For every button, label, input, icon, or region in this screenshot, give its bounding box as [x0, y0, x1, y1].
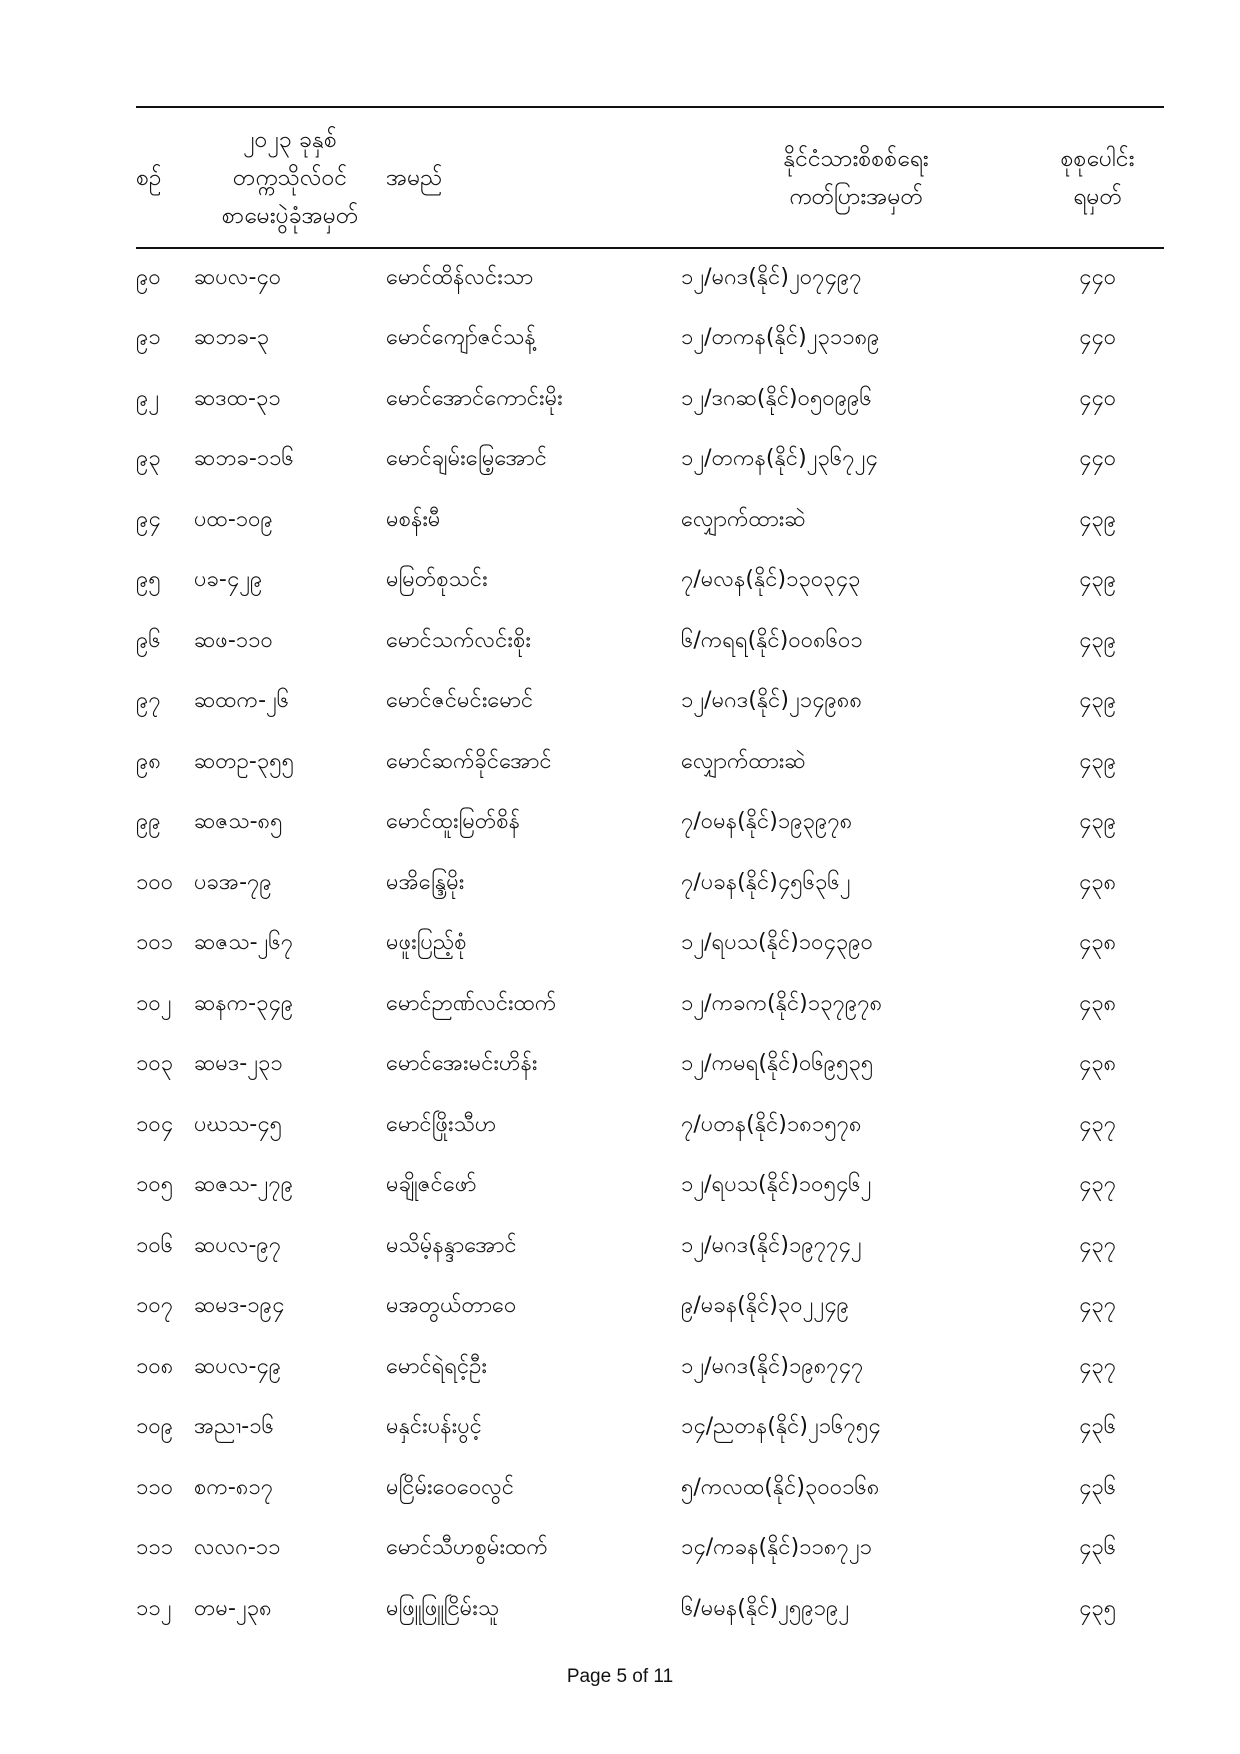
total-marks-cell: ၄၃၉: [1078, 506, 1117, 532]
serial-no-cell: ၁၁၁: [136, 1535, 174, 1561]
table-row: [136, 490, 1164, 551]
total-marks-cell: ၄၃၉: [1078, 567, 1117, 593]
header-name: အမည်: [386, 107, 681, 248]
nrc-cell: ၁၂/ကခက(နိုင်)၁၃၇၉၇၈: [681, 990, 883, 1016]
name-cell: မချိုဇင်ဖော်: [386, 1172, 477, 1198]
table-row: [136, 1579, 1164, 1640]
nrc-cell: ၉/မခန(နိုင်)၃၀၂၂၄၉: [681, 1293, 849, 1319]
table-row: [136, 551, 1164, 612]
total-marks-cell: ၄၃၇: [1078, 1111, 1117, 1137]
header-total-marks: [1031, 107, 1164, 248]
serial-no-cell: ၉၉: [136, 809, 161, 835]
total-marks-cell: ၄၄၀: [1078, 385, 1117, 411]
table-row: [136, 732, 1164, 793]
table-row: [136, 1216, 1164, 1277]
roll-number-cell: ဆဇသ-၈၅: [194, 809, 283, 835]
serial-no-cell: ၉၂: [136, 385, 160, 411]
table-row: [136, 611, 1164, 672]
nrc-cell: ၇/ဝမန(နိုင်)၁၉၃၉၇၈: [681, 809, 853, 835]
total-marks-cell: ၄၄၀: [1078, 446, 1117, 472]
serial-no-cell: ၁၀၁: [136, 930, 174, 956]
roll-number-cell: စက-၈၁၇: [194, 1474, 274, 1500]
total-marks-cell: ၄၃၆: [1078, 1414, 1117, 1440]
total-marks-cell: ၄၃၉: [1078, 748, 1117, 774]
table-body: [136, 248, 1164, 1640]
table-row: [136, 1095, 1164, 1156]
table-row: [136, 672, 1164, 733]
name-cell: မောင်အောင်ကောင်းမိုး: [386, 385, 563, 411]
name-cell: မောင်ထူးမြတ်စိန်: [386, 809, 521, 835]
nrc-cell: ၁၂/မဂဒ(နိုင်)၂၀၇၄၉၇: [681, 265, 862, 291]
name-cell: မစန်းမီ: [386, 506, 441, 532]
roll-number-cell: ဆတဥ-၃၅၅: [194, 748, 294, 774]
serial-no-cell: ၁၀၈: [136, 1353, 174, 1379]
nrc-cell: ၁၂/ရပသ(နိုင်)၁၀၄၃၉၀: [681, 930, 874, 956]
name-cell: မအတွယ်တာဝေ: [386, 1293, 517, 1319]
serial-no-cell: ၉၄: [136, 506, 161, 532]
table-row: [136, 1156, 1164, 1217]
serial-no-cell: ၁၀၅: [136, 1172, 174, 1198]
roll-number-cell: ပခ-၄၂၉: [194, 567, 263, 593]
name-cell: မမြတ်စုသင်း: [386, 567, 488, 593]
nrc-cell: ၁၂/မဂဒ(နိုင်)၁၉၇၇၄၂: [681, 1232, 862, 1258]
serial-no-cell: ၉၈: [136, 748, 161, 774]
serial-no-cell: ၉၃: [136, 446, 161, 472]
total-marks-cell: ၄၄၀: [1078, 325, 1117, 351]
table-row: [136, 974, 1164, 1035]
nrc-cell: ၁၂/တကန(နိုင်)၂၃၆၇၂၄: [681, 446, 878, 472]
name-cell: မောင်ဉာဏ်လင်းထက်: [386, 990, 557, 1016]
roll-number-cell: တမ-၂၃၈: [194, 1595, 272, 1621]
roll-number-cell: အညၢ-၁၆: [194, 1414, 274, 1440]
header-nrc: [681, 107, 1031, 248]
total-marks-cell: ၄၃၇: [1078, 1353, 1117, 1379]
nrc-cell: ၆/မမန(နိုင်)၂၅၉၁၉၂: [681, 1595, 850, 1621]
table-row: [136, 1398, 1164, 1459]
table-row: [136, 1519, 1164, 1580]
nrc-cell: ၁၂/မဂဒ(နိုင်)၁၉၈၇၄၇: [681, 1353, 864, 1379]
nrc-cell: ၁၂/မဂဒ(နိုင်)၂၁၄၉၈၈: [681, 688, 863, 714]
roll-number-cell: ဆဒထ-၃၁: [194, 385, 281, 411]
total-marks-cell: ၄၃၇: [1078, 1232, 1117, 1258]
table-row: [136, 793, 1164, 854]
roll-number-cell: ပဃသ-၄၅: [194, 1111, 282, 1137]
table-row: [136, 1035, 1164, 1096]
nrc-cell: ၆/ကရရ(နိုင်)၀၀၈၆၀၁: [681, 627, 863, 653]
serial-no-cell: ၁၀၆: [136, 1232, 174, 1258]
header-roll-number: [194, 107, 386, 248]
roll-number-cell: ဆပလ-၉၇: [194, 1232, 282, 1258]
roll-number-cell: ဆမဒ-၂၃၁: [194, 1051, 283, 1077]
roll-number-cell: ဆဇသ-၂၇၉: [194, 1172, 294, 1198]
serial-no-cell: ၁၀၃: [136, 1051, 174, 1077]
nrc-cell: လျှောက်ထားဆဲ: [681, 748, 806, 774]
roll-number-cell: ဆဘခ-၃: [194, 325, 270, 351]
nrc-cell: ၁၂/ကမရ(နိုင်)၀၆၉၅၃၅: [681, 1051, 874, 1077]
roll-number-cell: ဆပလ-၄၀: [194, 265, 282, 291]
header-total-line-2: ရမှတ်: [1073, 183, 1122, 210]
roll-number-cell: ဆမဒ-၁၉၄: [194, 1293, 285, 1319]
serial-no-cell: ၁၀၇: [136, 1293, 174, 1319]
table-row: [136, 1277, 1164, 1338]
name-cell: မဖူးပြည့်စုံ: [386, 930, 467, 956]
name-cell: မဖြူဖြူငြိမ်းသူ: [386, 1595, 500, 1621]
nrc-cell: ၁၂/ဒဂဆ(နိုင်)၀၅၀၉၉၆: [681, 385, 872, 411]
nrc-cell: ၁၂/တကန(နိုင်)၂၃၁၁၈၉: [681, 325, 880, 351]
name-cell: မငြိမ်းဝေဝေလွင်: [386, 1474, 515, 1500]
roll-number-cell: ဆဘခ-၁၁၆: [194, 446, 294, 472]
roll-number-cell: ဆဇသ-၂၆၇: [194, 930, 294, 956]
table-row: [136, 853, 1164, 914]
serial-no-cell: ၉၁: [136, 325, 161, 351]
header-roll-line-1: ၂၀၂၃ ခုနှစ်: [243, 126, 337, 153]
total-marks-cell: ၄၃၅: [1078, 1595, 1117, 1621]
table-header-row: [136, 107, 1164, 248]
roll-number-cell: ဆပလ-၄၉: [194, 1353, 282, 1379]
serial-no-cell: ၉၀: [136, 265, 161, 291]
total-marks-cell: ၄၃၈: [1078, 990, 1117, 1016]
table-row: [136, 430, 1164, 491]
header-nrc-line-2: ကတ်ပြားအမှတ်: [789, 183, 923, 210]
name-cell: မောင်ဇင်မင်းမောင်: [386, 688, 534, 714]
roll-number-cell: ပခအ-၇၉: [194, 869, 272, 895]
header-nrc-line-1: နိုင်ငံသားစိစစ်ရေး: [783, 145, 929, 172]
table-row: [136, 1458, 1164, 1519]
total-marks-cell: ၄၃၇: [1078, 1293, 1117, 1319]
name-cell: မောင်ကျော်ဇင်သန့်: [386, 325, 536, 351]
serial-no-cell: ၉၅: [136, 567, 161, 593]
total-marks-cell: ၄၃၉: [1078, 809, 1117, 835]
total-marks-cell: ၄၃၈: [1078, 1051, 1117, 1077]
roll-number-cell: ပထ-၁၀၉: [194, 506, 273, 532]
nrc-cell: ၇/ပခန(နိုင်)၄၅၆၃၆၂: [681, 869, 851, 895]
roll-number-cell: ဆနက-၃၄၉: [194, 990, 294, 1016]
serial-no-cell: ၁၀၉: [136, 1414, 174, 1440]
name-cell: မောင်အေးမင်းဟိန်း: [386, 1051, 538, 1077]
nrc-cell: ၇/ပတန(နိုင်)၁၈၁၅၇၈: [681, 1111, 862, 1137]
nrc-cell: ၁၄/ညတန(နိုင်)၂၁၆၇၅၄: [681, 1414, 881, 1440]
name-cell: မောင်ဆက်ခိုင်အောင်: [386, 748, 552, 774]
serial-no-cell: ၁၀၂: [136, 990, 172, 1016]
total-marks-cell: ၄၃၈: [1078, 869, 1117, 895]
serial-no-cell: ၁၁၀: [136, 1474, 174, 1500]
name-cell: မောင်ရဲရင့်ဦး: [386, 1353, 488, 1379]
total-marks-cell: ၄၃၉: [1078, 688, 1117, 714]
page-number-footer: Page 5 of 11: [566, 1666, 674, 1687]
table-header: [136, 107, 1164, 248]
name-cell: မောင်သက်လင်းစိုး: [386, 627, 531, 653]
serial-no-cell: ၁၀၄: [136, 1111, 174, 1137]
table-row: [136, 248, 1164, 309]
header-roll-line-2: တက္ကသိုလ်ဝင်: [232, 164, 348, 191]
nrc-cell: ၅/ကလထ(နိုင်)၃၀၀၁၆၈: [681, 1474, 880, 1500]
name-cell: မောင်သီဟစွမ်းထက်: [386, 1535, 548, 1561]
serial-no-cell: ၁၀၀: [136, 869, 174, 895]
results-table: [136, 106, 1164, 1640]
nrc-cell: ၁၄/ကခန(နိုင်)၁၁၈၇၂၁: [681, 1535, 873, 1561]
name-cell: မောင်ထိန်လင်းသာ: [386, 265, 534, 291]
roll-number-cell: ဆဖ-၁၁၀: [194, 627, 273, 653]
nrc-cell: ၁၂/ရပသ(နိုင်)၁၀၅၄၆၂: [681, 1172, 872, 1198]
nrc-cell: ၇/မလန(နိုင်)၁၃၀၃၄၃: [681, 567, 861, 593]
serial-no-cell: ၉၆: [136, 627, 161, 653]
total-marks-cell: ၄၃၉: [1078, 627, 1117, 653]
name-cell: မောင်ဖြိုးသီဟ: [386, 1111, 497, 1137]
table-row: [136, 1337, 1164, 1398]
serial-no-cell: ၁၁၂: [136, 1595, 172, 1621]
total-marks-cell: ၄၃၇: [1078, 1172, 1117, 1198]
serial-no-cell: ၉၇: [136, 688, 161, 714]
header-roll-line-3: စာမေးပွဲခုံအမှတ်: [221, 202, 359, 229]
table-row: [136, 369, 1164, 430]
name-cell: မသိမ့်နန္ဒာအောင်: [386, 1232, 517, 1258]
table-row: [136, 309, 1164, 370]
roll-number-cell: ဆထက-၂၆: [194, 688, 290, 714]
name-cell: မအိန္ဒြေမိုး: [386, 869, 465, 895]
header-total-line-1: စုစုပေါင်း: [1060, 145, 1135, 172]
name-cell: မနှင်းပန်းပွင့်: [386, 1414, 482, 1440]
table-row: [136, 914, 1164, 975]
nrc-cell: လျှောက်ထားဆဲ: [681, 506, 806, 532]
roll-number-cell: လလဂ-၁၁: [194, 1535, 281, 1561]
total-marks-cell: ၄၃၈: [1078, 930, 1117, 956]
header-serial-no: စဉ်: [136, 107, 194, 248]
total-marks-cell: ၄၃၆: [1078, 1535, 1117, 1561]
name-cell: မောင်ချမ်းမြေ့အောင်: [386, 446, 547, 472]
total-marks-cell: ၄၃၆: [1078, 1474, 1117, 1500]
total-marks-cell: ၄၄၀: [1078, 265, 1117, 291]
